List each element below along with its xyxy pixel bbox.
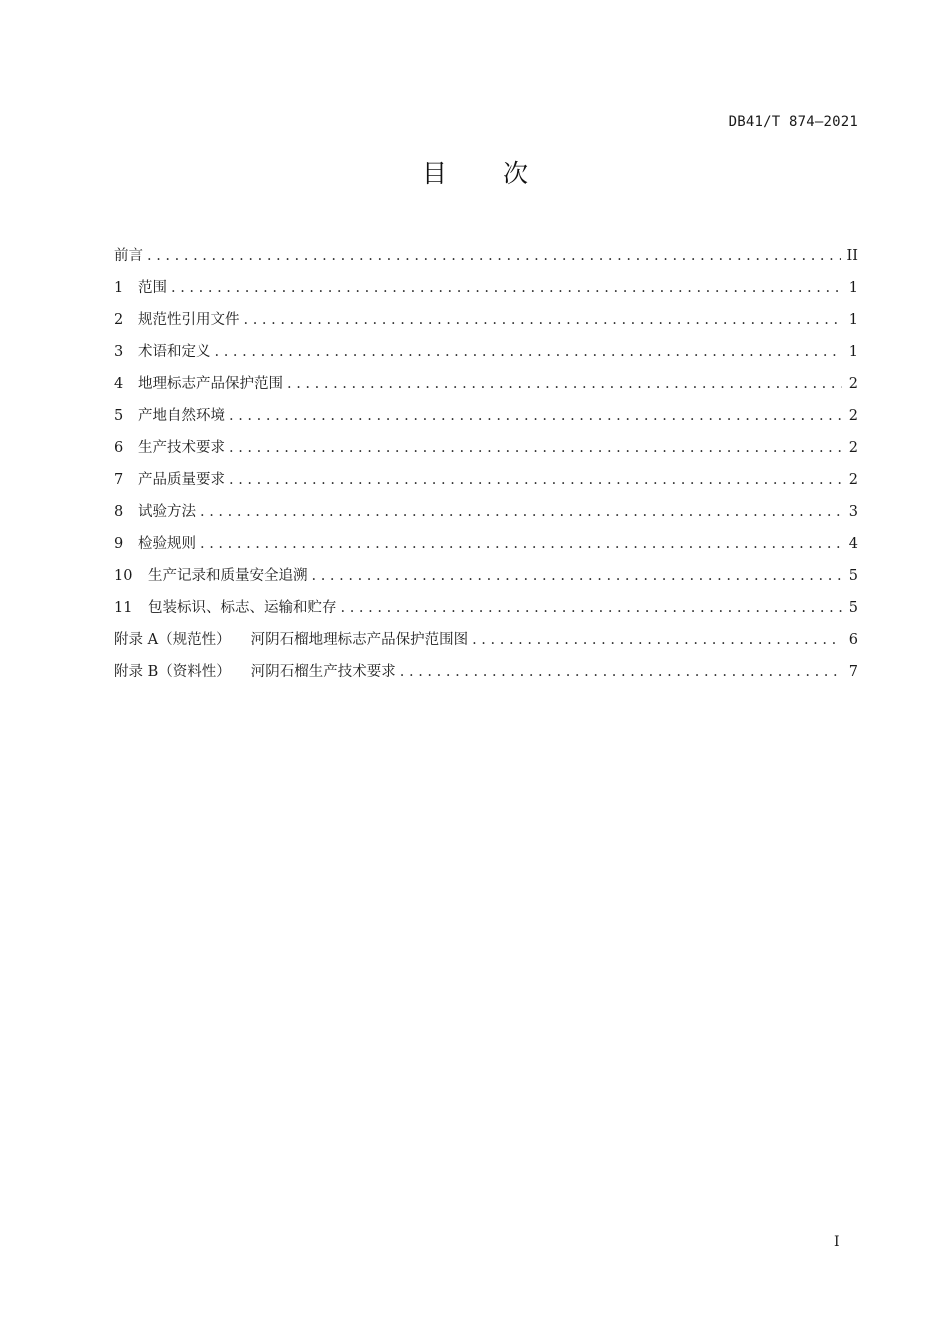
toc-leader-dots bbox=[229, 400, 842, 432]
toc-entry-foreword[interactable] bbox=[114, 240, 858, 272]
toc-entry-label: 范围 bbox=[138, 280, 167, 296]
toc-entry-annex-b[interactable] bbox=[114, 656, 858, 688]
toc-entry-number: 4 bbox=[114, 376, 124, 392]
toc-entry-label: 产地自然环境 bbox=[138, 408, 225, 424]
toc-entry-label: 检验规则 bbox=[138, 536, 196, 552]
toc-title-char-2: 次 bbox=[503, 159, 529, 188]
toc-entry-label: 规范性引用文件 bbox=[138, 312, 240, 328]
toc-leader-dots bbox=[147, 240, 841, 272]
toc-entry-label: 产品质量要求 bbox=[138, 472, 225, 488]
toc-entry-1[interactable] bbox=[114, 272, 858, 304]
toc-entry-number: 3 bbox=[114, 344, 124, 360]
toc-entry-page: 2 bbox=[848, 472, 858, 488]
toc-entry-page: 5 bbox=[848, 600, 858, 616]
toc-entry-page: 1 bbox=[848, 344, 858, 360]
toc-entry-spacer bbox=[231, 656, 251, 688]
toc-entry-9[interactable] bbox=[114, 528, 858, 560]
toc-title-char-1: 目 bbox=[421, 159, 447, 188]
toc-entry-number: 1 bbox=[114, 280, 124, 296]
toc-entry-page: 5 bbox=[848, 568, 858, 584]
toc-leader-dots bbox=[341, 592, 843, 624]
toc-entry-page: 7 bbox=[848, 664, 858, 680]
toc-entry-label: 河阴石榴生产技术要求 bbox=[250, 664, 396, 680]
toc-entry-number: 5 bbox=[114, 408, 124, 424]
toc-entry-label: 生产技术要求 bbox=[138, 440, 225, 456]
toc-entry-page: 2 bbox=[848, 440, 858, 456]
toc-leader-dots bbox=[229, 464, 842, 496]
toc-entry-page: 4 bbox=[848, 536, 858, 552]
toc-entry-page: II bbox=[846, 248, 858, 264]
toc-entry-6[interactable] bbox=[114, 432, 858, 464]
toc-entry-10[interactable] bbox=[114, 560, 858, 592]
toc-entry-label: 试验方法 bbox=[138, 504, 196, 520]
toc-leader-dots bbox=[244, 304, 843, 336]
toc-entry-number: 9 bbox=[114, 536, 124, 552]
toc-leader-dots bbox=[312, 560, 843, 592]
toc-entry-page: 6 bbox=[848, 632, 858, 648]
document-code: DB41/T 874—2021 bbox=[728, 114, 858, 130]
toc-entry-label: 地理标志产品保护范围 bbox=[138, 376, 283, 392]
toc-entry-spacer bbox=[231, 624, 251, 656]
toc-entry-8[interactable] bbox=[114, 496, 858, 528]
toc-entry-number: 10 bbox=[114, 568, 133, 584]
toc-entry-label: 包装标识、标志、运输和贮存 bbox=[148, 600, 337, 616]
toc-entry-number: 6 bbox=[114, 440, 124, 456]
toc-entry-5[interactable] bbox=[114, 400, 858, 432]
toc-leader-dots bbox=[472, 624, 842, 656]
toc-entry-label: 生产记录和质量安全追溯 bbox=[148, 568, 308, 584]
toc-leader-dots bbox=[200, 528, 842, 560]
toc-entry-7[interactable] bbox=[114, 464, 858, 496]
toc-entry-annex-a[interactable] bbox=[114, 624, 858, 656]
toc-entry-number: 11 bbox=[114, 600, 133, 616]
toc-entry-number: 2 bbox=[114, 312, 124, 328]
table-of-contents bbox=[114, 240, 858, 688]
toc-entry-label: 术语和定义 bbox=[138, 344, 211, 360]
toc-entry-number: 8 bbox=[114, 504, 124, 520]
toc-leader-dots bbox=[229, 432, 842, 464]
toc-entry-page: 2 bbox=[848, 408, 858, 424]
toc-entry-11[interactable] bbox=[114, 592, 858, 624]
toc-entry-3[interactable] bbox=[114, 336, 858, 368]
toc-entry-2[interactable] bbox=[114, 304, 858, 336]
toc-entry-number: 7 bbox=[114, 472, 124, 488]
toc-leader-dots bbox=[287, 368, 842, 400]
toc-title bbox=[0, 156, 950, 192]
toc-leader-dots bbox=[215, 336, 843, 368]
toc-entry-label: 河阴石榴地理标志产品保护范围图 bbox=[250, 632, 469, 648]
toc-entry-page: 2 bbox=[848, 376, 858, 392]
toc-leader-dots bbox=[200, 496, 842, 528]
toc-entry-page: 3 bbox=[848, 504, 858, 520]
toc-entry-page: 1 bbox=[848, 312, 858, 328]
toc-entry-4[interactable] bbox=[114, 368, 858, 400]
toc-leader-dots bbox=[400, 656, 842, 688]
toc-entry-annex-prefix: 附录 B（资料性） bbox=[114, 664, 231, 680]
toc-entry-page: 1 bbox=[848, 280, 858, 296]
page-number: I bbox=[834, 1234, 840, 1250]
toc-entry-label: 前言 bbox=[114, 248, 143, 264]
toc-entry-annex-prefix: 附录 A（规范性） bbox=[114, 632, 231, 648]
toc-leader-dots bbox=[171, 272, 842, 304]
